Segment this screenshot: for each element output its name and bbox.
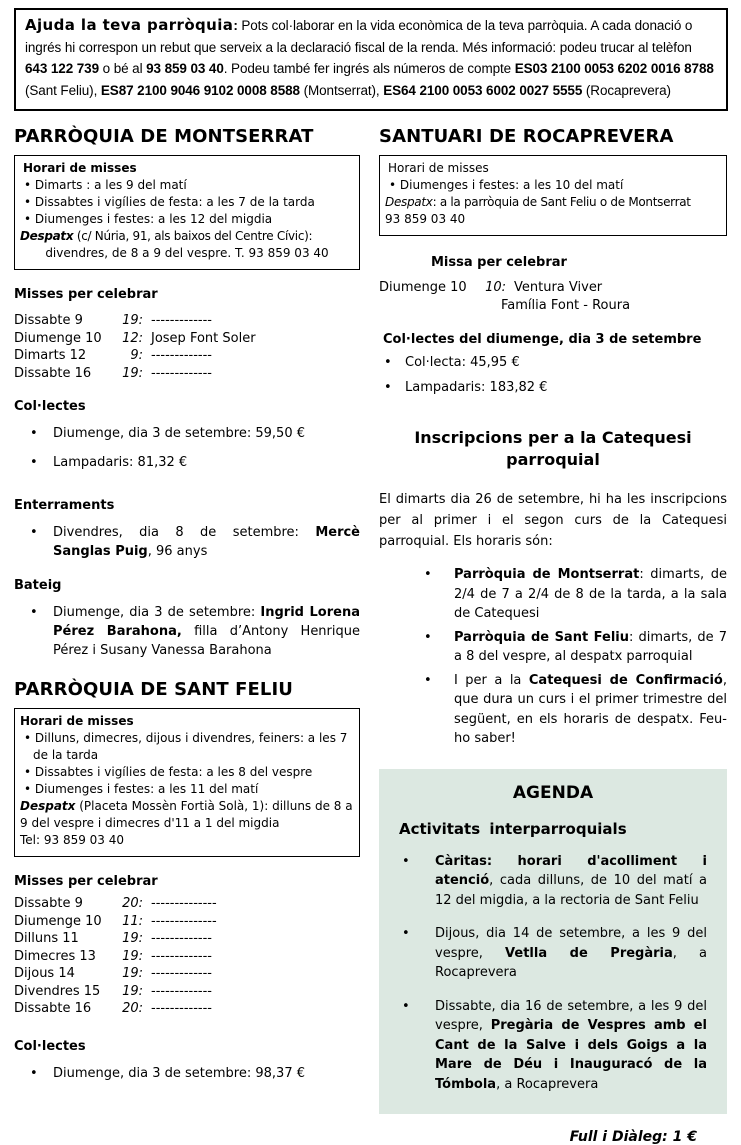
collection-value: Diumenge, dia 3 de setembre: 59,50 € [53, 426, 305, 441]
catechesis-list [379, 565, 727, 749]
mass-row [14, 365, 360, 383]
funeral-text [53, 523, 360, 561]
mass-time: 9: [130, 348, 143, 363]
despatx-address: : a la parròquia de Sant Feliu o de Montserrat [432, 195, 691, 209]
agenda-box [379, 769, 727, 1115]
agenda-title: AGENDA [512, 782, 594, 803]
item-highlight: Parròquia de Sant Feliu [454, 629, 629, 645]
mass-row [379, 279, 727, 297]
mass-day: Divendres 15 [14, 983, 101, 999]
baptism-date: Diumenge, dia 3 de setembre: [53, 605, 261, 620]
baptism-item [14, 603, 360, 660]
mass-intention: Josep Font Soler [151, 330, 256, 346]
column-left [14, 126, 360, 1083]
item-detail: , a Rocaprevera [496, 1076, 599, 1092]
mass-row [14, 965, 360, 983]
notice-text-2: o bé al [98, 61, 147, 76]
rocaprevera-mass-heading: Missa per celebrar [431, 255, 567, 270]
mass-intention: ------------- [151, 931, 212, 946]
mass-time: 19: [122, 931, 143, 946]
notice-phone-2: 93 859 03 40 [146, 61, 224, 76]
item-detail: , cada dilluns, de 10 del matí a 12 del migdia, a la rectoria de Sant Feliu [435, 873, 707, 908]
funeral-item [14, 523, 360, 561]
montserrat-despatx-hours: divendres, de 8 a 9 del vespre. T. 93 859 03 40 [45, 246, 329, 260]
mass-row [14, 330, 360, 348]
collection-value: Lampadaris: 183,82 € [405, 380, 548, 395]
montserrat-collections-heading: Col·lectes [14, 399, 86, 414]
montserrat-schedule-box [14, 155, 360, 270]
catechesis-item-text [454, 565, 727, 624]
agenda-item [399, 852, 707, 911]
bullet-icon: • [384, 380, 392, 395]
bullet-icon: • [30, 1065, 38, 1081]
mass-row [14, 983, 360, 1001]
item-prefix: Dijous, dia 14 de setembre, a les 9 del vespre, [435, 926, 707, 961]
mass-intention: ------------- [151, 1001, 212, 1016]
bullet-icon: • [424, 672, 432, 688]
agenda-subtitle: Activitats interparroquials [399, 819, 627, 838]
mass-day: Dimarts 12 [14, 348, 87, 363]
catechesis-item [379, 628, 727, 667]
mass-row [14, 913, 360, 931]
item-highlight: Vetlla de Pregària [505, 945, 673, 961]
mass-time: 19: [122, 313, 143, 328]
mass-time: 19: [122, 983, 143, 999]
mass-intention: ------------- [151, 948, 212, 964]
mass-day: Diumenge 10 [379, 280, 467, 295]
notice-phone-1: 643 122 739 [25, 61, 99, 76]
collection-item [14, 453, 360, 472]
notice-iban-santfeliu: ES03 2100 0053 6202 0016 8788 [514, 61, 714, 76]
item-detail: : dimarts, de 2/4 de 7 a 2/4 de 8 de la tarda, a la sala de Catequesi [454, 567, 727, 621]
notice-text-3: . Podeu també fer ingrés als números de compte [223, 61, 515, 76]
santfeliu-schedule-item: • Dilluns, dimecres, dijous i divendres, feiners: a les 7 de la tarda [20, 730, 354, 764]
santfeliu-title: PARRÒQUIA DE SANT FELIU [14, 679, 293, 700]
item-highlight: Parròquia de Montserrat [454, 567, 640, 582]
mass-intention: ------------- [151, 983, 212, 999]
rocaprevera-despatx-line [385, 194, 721, 211]
bullet-icon: • [402, 998, 410, 1014]
bullet-icon: • [30, 605, 38, 620]
mass-intention: -------------- [151, 896, 217, 911]
baptism-heading: Bateig [14, 578, 62, 593]
montserrat-schedule-item: • Dimarts : a les 9 del matí [20, 177, 354, 194]
item-detail: , que dura un curs i el primer trimestre del següent, en els horaris de despatx. Feu-ho saber! [454, 672, 727, 746]
item-highlight: Càritas: horari d'acolliment i atenció [435, 853, 707, 888]
rocaprevera-schedule-heading: Horari de misses [388, 161, 489, 175]
mass-day: Dissabte 9 [14, 313, 83, 328]
mass-intention-2: Família Font - Roura [501, 298, 631, 313]
despatx-label: Despatx [385, 195, 433, 209]
bullet-icon: • [30, 525, 38, 540]
bullet-icon: • [402, 926, 410, 941]
bullet-icon: • [30, 455, 38, 470]
mass-day: Dijous 14 [14, 966, 75, 981]
montserrat-schedule-item: • Dissabtes i vigílies de festa: a les 7 de la tarda [20, 194, 354, 211]
mass-time: 19: [122, 966, 143, 981]
mass-intention: ------------- [151, 348, 212, 363]
mass-time: 10: [485, 280, 506, 295]
funeral-name: Mercè Sanglas Puig [53, 525, 360, 559]
notice-lead: Ajuda la teva parròquia [25, 16, 234, 34]
catechesis-intro: El dimarts dia 26 de setembre, hi ha les inscripcions per al primer i el segon curs de la Catequesi parroquial. Els horaris són: [379, 492, 727, 549]
collection-value: Lampadaris: 81,32 € [53, 455, 188, 470]
santfeliu-mass-list [14, 895, 360, 1018]
mass-day: Dissabte 16 [14, 365, 92, 381]
santfeliu-collections-heading: Col·lectes [14, 1038, 86, 1054]
mass-intention: Ventura Viver [514, 280, 603, 295]
mass-time: 11: [122, 913, 143, 929]
rocaprevera-collections-heading: Col·lectes del diumenge, dia 3 de setembre [383, 332, 702, 347]
mass-row [14, 948, 360, 966]
baptism-text [53, 603, 360, 660]
mass-time: 20: [122, 1001, 143, 1016]
rocaprevera-phone: 93 859 03 40 [385, 212, 466, 226]
two-column-layout [14, 126, 728, 1145]
montserrat-mass-list [14, 312, 360, 382]
despatx-label: Despatx [20, 799, 76, 813]
mass-intention: -------------- [151, 913, 217, 929]
mass-day: Dissabte 9 [14, 896, 83, 911]
agenda-item-text [435, 852, 707, 911]
mass-day: Dimecres 13 [14, 948, 96, 964]
mass-day: Diumenge 10 [14, 913, 102, 929]
collection-value: Col·lecta: 45,95 € [405, 355, 520, 370]
rocaprevera-schedule-box [379, 155, 727, 236]
parish-bulletin-page [0, 8, 741, 1145]
notice-text-4: (Sant Feliu), [25, 82, 101, 98]
catechesis-item [379, 565, 727, 624]
mass-time: 20: [122, 896, 143, 911]
mass-intention: ------------- [151, 313, 212, 328]
collection-item [14, 424, 360, 443]
santfeliu-despatx-line [20, 798, 354, 832]
santfeliu-phone: Tel: 93 859 03 40 [20, 833, 125, 847]
collection-value: Diumenge, dia 3 de setembre: 98,37 € [53, 1065, 305, 1081]
santfeliu-schedule-box [14, 708, 360, 857]
item-detail: : dimarts, de 7 a 8 del vespre, al despatx parroquial [454, 629, 727, 664]
santfeliu-masses-heading: Misses per celebrar [14, 874, 158, 889]
column-right [379, 126, 727, 1145]
mass-row [14, 312, 360, 330]
collection-item [14, 1064, 360, 1083]
bulletin-price-note: Full i Diàleg: 1 € [569, 1129, 697, 1145]
notice-colon: : [233, 18, 242, 33]
bullet-icon: • [424, 629, 432, 645]
funerals-heading: Enterraments [14, 498, 115, 513]
despatx-label: Despatx [20, 229, 74, 243]
despatx-address: (Placeta Mossèn Fortià Solà, 1): dilluns de 8 a 9 del vespre i dimecres d'11 a 1 del migdia [20, 799, 353, 830]
notice-iban-montserrat: ES87 2100 9046 9102 0008 8588 [100, 82, 300, 98]
catechesis-item [379, 671, 727, 749]
mass-row [14, 1000, 360, 1018]
collection-item [379, 354, 727, 372]
mass-intention: ------------- [151, 966, 212, 981]
mass-time: 12: [122, 330, 143, 346]
santfeliu-schedule-item: • Dissabtes i vigílies de festa: a les 8 del vespre [20, 764, 354, 781]
bullet-icon: • [402, 853, 410, 869]
rocaprevera-schedule-item: • Diumenges i festes: a les 10 del matí [385, 177, 721, 194]
item-highlight: Catequesi de Confirmació [528, 672, 723, 688]
montserrat-despatx-line [20, 228, 354, 245]
baptism-name: Ingrid Lorena Pérez Barahona, [53, 605, 360, 639]
mass-row [14, 895, 360, 913]
item-prefix: I per a la [454, 672, 529, 688]
notice-text-6: (Rocaprevera) [582, 82, 671, 98]
donation-notice-box [14, 8, 728, 111]
despatx-address: (c/ Núria, 91, als baixos del Centre Cívic): [73, 229, 313, 243]
catechesis-title: Inscripcions per a la Catequesi parroquial [414, 428, 692, 469]
funeral-age: , 96 anys [147, 544, 208, 559]
item-prefix: Dissabte, dia 16 de setembre, a les 9 del vespre, [435, 998, 707, 1033]
item-highlight: Pregària de Vespres amb el Cant de la Salve i dels Goigs a la Mare de Déu i Inauguracó de la Tómbola [435, 1018, 707, 1092]
mass-time: 19: [122, 365, 143, 381]
notice-text-5: (Montserrat), [299, 82, 384, 98]
funeral-date: Divendres, dia 8 de setembre: [53, 525, 316, 540]
bullet-icon: • [424, 567, 432, 582]
agenda-item [399, 997, 707, 1095]
agenda-item [399, 924, 707, 983]
montserrat-title: PARRÒQUIA DE MONTSERRAT [14, 126, 314, 147]
bullet-icon: • [384, 355, 392, 370]
santfeliu-schedule-item: • Diumenges i festes: a les 11 del matí [20, 781, 354, 798]
mass-day: Dilluns 11 [14, 931, 79, 946]
notice-iban-rocaprevera: ES64 2100 0053 6002 0027 5555 [383, 82, 583, 98]
mass-row [14, 930, 360, 948]
mass-day: Diumenge 10 [14, 330, 102, 346]
agenda-item-text [435, 997, 707, 1095]
bullet-icon: • [30, 426, 38, 441]
catechesis-item-text [454, 671, 727, 749]
montserrat-schedule-heading: Horari de misses [23, 161, 137, 175]
montserrat-schedule-item: • Diumenges i festes: a les 12 del migdia [20, 211, 354, 228]
collection-item [379, 379, 727, 397]
catechesis-item-text [454, 628, 727, 667]
baptism-parents: filla d’Antony Henrique Pérez i Susany Vanessa Barahona [53, 624, 360, 658]
mass-intention: ------------- [151, 365, 212, 381]
montserrat-masses-heading: Misses per celebrar [14, 287, 158, 302]
rocaprevera-title: SANTUARI DE ROCAPREVERA [379, 126, 674, 147]
agenda-item-text [435, 924, 707, 983]
notice-text-1: Pots col·laborar en la vida econòmica de la teva parròquia. A cada donació o ingrés hi correspon un rebut que serveix a la declaració fiscal de la renda. Més informació: podeu trucar al telèfon [25, 18, 693, 55]
santfeliu-schedule-heading: Horari de misses [20, 714, 134, 728]
mass-day: Dissabte 16 [14, 1001, 92, 1016]
item-detail: , a Rocaprevera [435, 945, 707, 980]
mass-time: 19: [122, 948, 143, 964]
mass-row [14, 347, 360, 365]
